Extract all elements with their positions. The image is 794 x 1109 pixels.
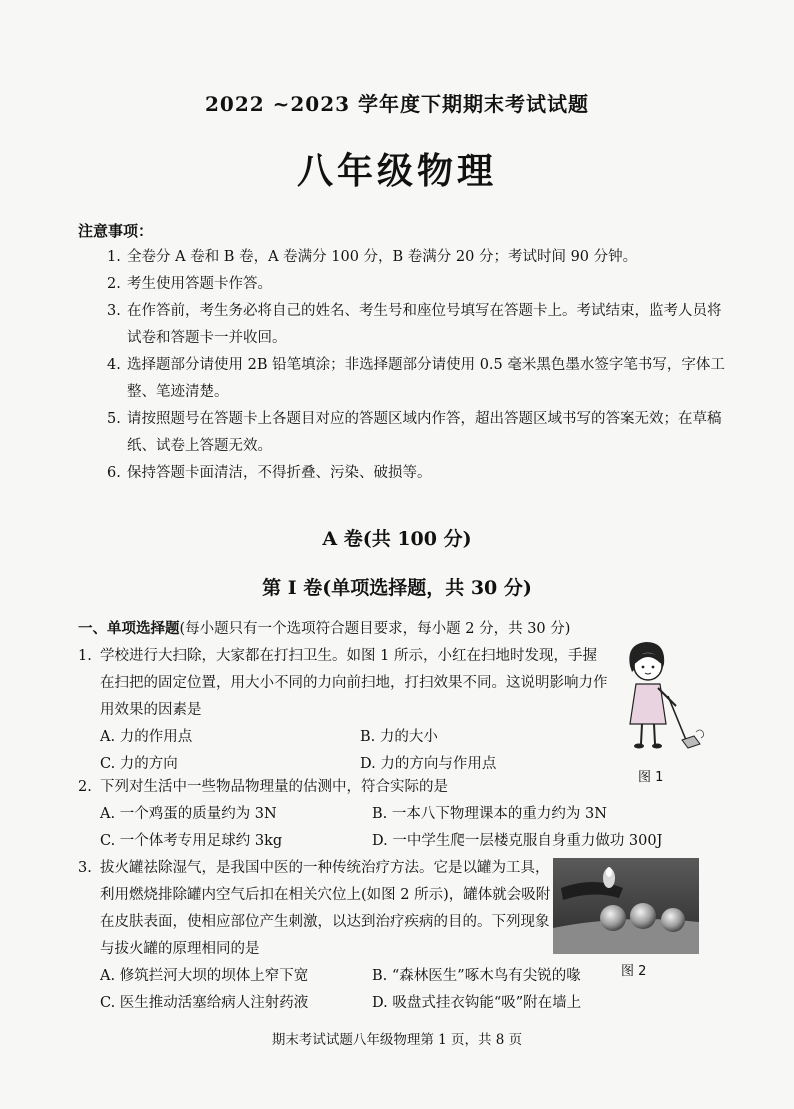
notice-item <box>107 298 727 352</box>
subject-title: 八年级物理 <box>296 150 497 192</box>
notice-number: 6. <box>107 465 121 481</box>
notice-item <box>107 460 727 487</box>
notice-item <box>107 271 727 298</box>
question-group-instruction: (每小题只有一个选项符合题目要求，每小题 2 分，共 30 分) <box>179 621 571 637</box>
notice-item <box>107 406 727 460</box>
figure-1-label: 图 1 <box>638 770 664 785</box>
question-group-heading <box>78 617 570 638</box>
option-b: B. 一本八下物理课本的重力约为 3N <box>372 806 607 822</box>
notice-text: 全卷分 A 卷和 B 卷，A 卷满分 100 分，B 卷满分 20 分；考试时间 90 分钟。 <box>127 249 638 265</box>
question-group-label: 一、单项选择题 <box>78 620 180 637</box>
option-b: B. 力的大小 <box>360 729 438 745</box>
question-text: 下列对生活中一些物品物理量的估测中，符合实际的是 <box>100 779 448 795</box>
exam-title: 2022 ~2023 学年度下期期末考试试题 <box>204 92 589 116</box>
page-footer: 期末考试试题八年级物理第 1 页，共 8 页 <box>271 1032 523 1048</box>
notice-number: 4. <box>107 357 121 373</box>
question-text: 拔火罐祛除湿气，是我国中医的一种传统治疗方法。它是以罐为工具，利用燃烧排除罐内空气后扣在相关穴位上(如图 2 所示)，罐体就会吸附在皮肤表面，使相应部位产生刺激，以达到治疗疾病的目的。下列现象与拔火罐的原理相同的是 <box>100 860 551 957</box>
option-a: A. 一个鸡蛋的质量约为 3N <box>100 806 277 822</box>
question-2 <box>78 774 718 855</box>
figure-1 <box>608 636 708 756</box>
option-d: D. 吸盘式挂衣钩能“吸”附在墙上 <box>372 995 582 1011</box>
option-d: D. 力的方向与作用点 <box>360 756 497 772</box>
options <box>78 801 718 855</box>
notice-text: 在作答前，考生务必将自己的姓名、考生号和座位号填写在答题卡上。考试结束，监考人员将试卷和答题卡一并收回。 <box>127 303 722 346</box>
question-stem <box>78 855 558 963</box>
part-one-title: 第 Ⅰ 卷(单项选择题，共 30 分) <box>262 577 532 599</box>
option-c: C. 医生推动活塞给病人注射药液 <box>100 995 309 1011</box>
sweeping-girl-illustration <box>608 636 708 756</box>
question-number: 2. <box>78 779 92 795</box>
notice-text: 请按照题号在答题卡上各题目对应的答题区域内作答，超出答题区域书写的答案无效；在草稿纸、试卷上答题无效。 <box>127 411 722 454</box>
notice-item <box>107 352 727 406</box>
option-a: A. 修筑拦河大坝的坝体上窄下宽 <box>100 968 309 984</box>
option-d: D. 一中学生爬一层楼克服自身重力做功 300J <box>372 833 663 849</box>
notice-number: 1. <box>107 249 121 265</box>
option-c: C. 力的方向 <box>100 756 178 772</box>
question-number: 3. <box>78 860 92 876</box>
option-b: B. “森林医生”啄木鸟有尖锐的喙 <box>372 968 581 984</box>
option-a: A. 力的作用点 <box>100 729 193 745</box>
figure-2-label: 图 2 <box>621 964 647 979</box>
question-text: 学校进行大扫除，大家都在打扫卫生。如图 1 所示，小红在扫地时发现，手握在扫把的固定位置，用大小不同的力向前扫地，打扫效果不同。这说明影响力作用效果的因素是 <box>100 648 608 718</box>
notice-number: 5. <box>107 411 121 427</box>
cupping-photo <box>553 858 699 954</box>
notice-item <box>107 244 727 271</box>
figure-2 <box>553 858 699 954</box>
notice-number: 3. <box>107 303 121 319</box>
notice-text: 保持答题卡面清洁，不得折叠、污染、破损等。 <box>127 465 432 481</box>
notice-text: 选择题部分请使用 2B 铅笔填涂；非选择题部分请使用 0.5 毫米黑色墨水签字笔书写，字体工整、笔迹清楚。 <box>127 357 725 400</box>
section-a-title: A 卷(共 100 分) <box>322 528 472 550</box>
question-stem <box>78 774 718 801</box>
notice-list <box>107 244 727 487</box>
notice-text: 考生使用答题卡作答。 <box>127 276 272 292</box>
question-number: 1. <box>78 648 92 664</box>
option-c: C. 一个体考专用足球约 3kg <box>100 833 283 849</box>
notice-heading: 注意事项： <box>78 222 154 240</box>
options <box>78 724 620 778</box>
question-stem <box>78 643 608 724</box>
notice-number: 2. <box>107 276 121 292</box>
